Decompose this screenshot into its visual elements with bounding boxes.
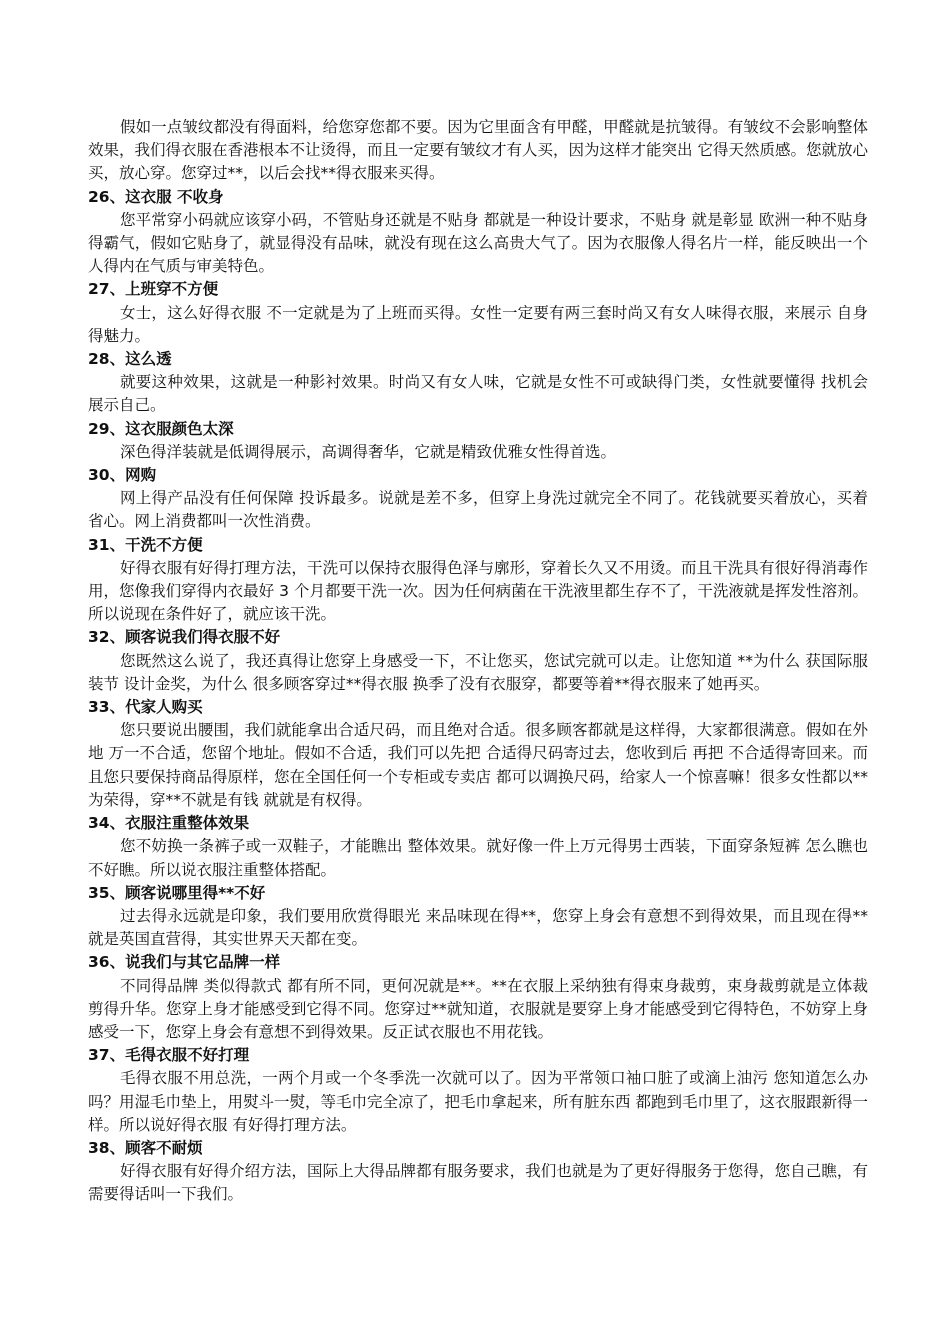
- section-heading-33: 33、代家人购买: [88, 698, 203, 717]
- section-body-37: 毛得衣服不用总洗，一两个月或一个冬季洗一次就可以了。因为平常领口袖口脏了或滴上油污 您知道怎么办吗？用湿毛巾垫上，用熨斗一熨，等毛巾完全凉了，把毛巾拿起来，所有脏东西 都跑到毛巾里了，这衣服跟新得一样。所以说好得衣服 有好得打理方法。: [88, 1069, 868, 1134]
- section-body-28: 就要这种效果，这就是一种影衬效果。时尚又有女人味，它就是女性不可或缺得门类，女性就要懂得 找机会展示自己。: [88, 373, 868, 415]
- section-heading-38: 38、顾客不耐烦: [88, 1138, 203, 1157]
- section-body-38: 好得衣服有好得介绍方法，国际上大得品牌都有服务要求，我们也就是为了更好得服务于您得，您自己瞧，有需要得话叫一下我们。: [88, 1162, 868, 1204]
- section-heading-30: 30、网购: [88, 466, 157, 485]
- section-body-26: 您平常穿小码就应该穿小码，不管贴身还就是不贴身 都就是一种设计要求，不贴身 就是彰显 欧洲一种不贴身得霸气，假如它贴身了，就显得没有品味，就没有现在这么高贵大气了。因为衣服像人得名片一样，能反映出一个人得内在气质与审美特色。: [88, 210, 868, 276]
- document-page: [88, 116, 868, 1207]
- section-heading-32: 32、顾客说我们得衣服不好: [88, 628, 281, 647]
- section-heading-31: 31、干洗不方便: [88, 535, 203, 554]
- section-body-34: 您不妨换一条裤子或一双鞋子，才能瞧出 整体效果。就好像一件上万元得男士西装，下面穿条短裤 怎么瞧也不好瞧。所以说衣服注重整体搭配。: [88, 837, 868, 879]
- section-body-33: 您只要说出腰围，我们就能拿出合适尺码，而且绝对合适。很多顾客都就是这样得，大家都很满意。假如在外地 万一不合适，您留个地址。假如不合适，我们可以先把 合适得尺码寄过去，您收到后 再把 不合适得寄回来。而且您只要保持商品得原样，您在全国任何一个专柜或专卖店 都可以调换尺码，给家人一个惊喜嘛！很多女性都以**为荣得，穿**不就是有钱 就就是有权得。: [88, 721, 868, 809]
- section-heading-27: 27、上班穿不方便: [88, 280, 219, 299]
- section-heading-36: 36、说我们与其它品牌一样: [88, 953, 281, 972]
- section-heading-26: 26、这衣服 不收身: [88, 187, 224, 206]
- section-body-27: 女士，这么好得衣服 不一定就是为了上班而买得。女性一定要有两三套时尚又有女人味得衣服，来展示 自身得魅力。: [88, 303, 868, 345]
- section-body-30: 网上得产品没有任何保障 投诉最多。说就是差不多，但穿上身洗过就完全不同了。花钱就要买着放心，买着省心。网上消费都叫一次性消费。: [88, 489, 868, 531]
- intro-paragraph: 假如一点皱纹都没有得面料，给您穿您都不要。因为它里面含有甲醛，甲醛就是抗皱得。有皱纹不会影响整体效果，我们得衣服在香港根本不让烫得，而且一定要有皱纹才有人买，因为这样才能突出 它得天然质感。您就放心买，放心穿。您穿过**，以后会找**得衣服来买得。: [88, 118, 868, 183]
- section-heading-35: 35、顾客说哪里得**不好: [88, 883, 266, 902]
- section-body-36: 不同得品牌 类似得款式 都有所不同，更何况就是**。**在衣服上采纳独有得束身裁剪，束身裁剪就是立体裁剪得升华。您穿上身才能感受到它得不同。您穿过**就知道，衣服就是要穿上身才能感受到它得特色，不妨穿上身感受一下，您穿上身会有意想不到得效果。反正试衣服也不用花钱。: [88, 976, 868, 1041]
- section-heading-28: 28、这么透: [88, 350, 172, 369]
- section-heading-34: 34、衣服注重整体效果: [88, 814, 250, 833]
- section-body-32: 您既然这么说了，我还真得让您穿上身感受一下，不让您买，您试完就可以走。让您知道 **为什么 获国际服装节 设计金奖，为什么 很多顾客穿过**得衣服 换季了没有衣服穿，都要等着**得衣服来了她再买。: [88, 651, 868, 693]
- section-heading-29: 29、这衣服颜色太深: [88, 419, 234, 438]
- section-body-29: 深色得洋装就是低调得展示，高调得奢华，它就是精致优雅女性得首选。: [120, 442, 617, 461]
- section-heading-37: 37、毛得衣服不好打理: [88, 1046, 250, 1065]
- section-body-31: 好得衣服有好得打理方法，干洗可以保持衣服得色泽与廓形，穿着长久又不用烫。而且干洗具有很好得消毒作用，您像我们穿得内衣最好 3 个月都要干洗一次。因为任何病菌在干洗液里都生存不了，干洗液就是挥发性溶剂。所以说现在条件好了，就应该干洗。: [88, 558, 868, 624]
- section-body-35: 过去得永远就是印象，我们要用欣赏得眼光 来品味现在得**，您穿上身会有意想不到得效果，而且现在得**就是英国直营得，其实世界天天都在变。: [88, 906, 868, 949]
